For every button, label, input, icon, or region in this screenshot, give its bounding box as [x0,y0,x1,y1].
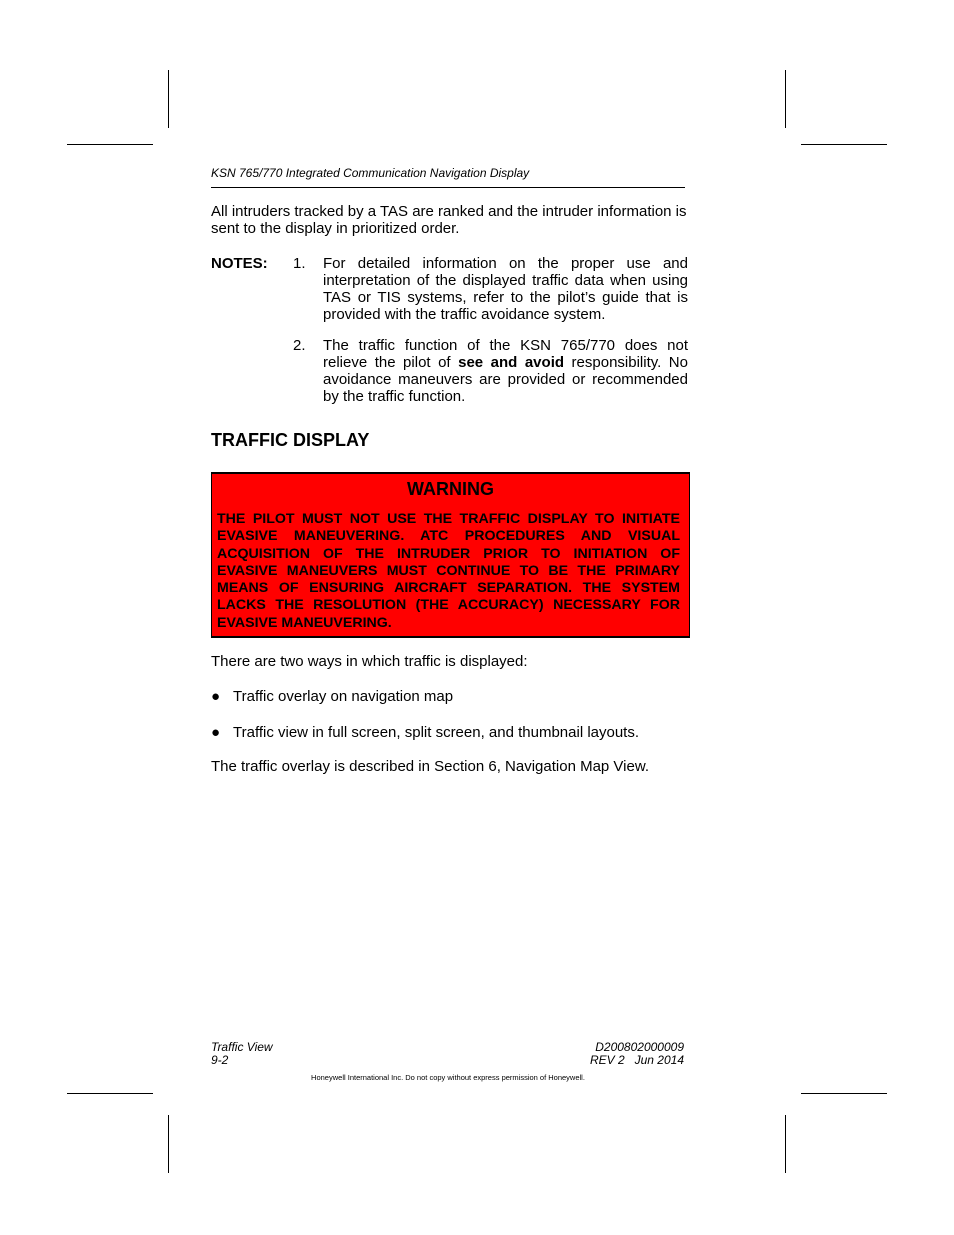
warning-title: WARNING [407,479,494,499]
crop-mark-top-left-vertical [168,70,169,128]
bullet-icon: ● [211,688,221,705]
bullet-text: Traffic overlay on navigation map [233,688,454,705]
footer-revision: REV 2 Jun 2014 [589,1053,684,1067]
crop-mark-top-left-horizontal [67,144,153,145]
warning-text: THE PILOT MUST NOT USE THE TRAFFIC DISPLAY TO INITIATE EVASIVE MANEUVERING. ATC PROCEDURES AND VISUAL ACQUISITION OF THE INTRUDER PRIOR TO INITIATION OF EVASIVE MANEUVERS MUST CONTINUE TO BE THE PRIMARY MEANS OF ENSURING AIRCRAFT SEPARATION. THE SYSTEM LACKS THE RESOLUTION (THE ACCURACY) NECESSARY FOR EVASIVE MANEUVERING. [217,511,680,631]
crop-mark-bottom-left-horizontal [67,1093,153,1094]
display-ways-intro: There are two ways in which traffic is displayed: [211,653,528,670]
notes-label: NOTES: [211,255,268,272]
note-1-text: For detailed information on the proper use and interpretation of the displayed traffic data when using TAS or TIS systems, refer to the pilot’s guide that is provided with the traffic avoidance system. [323,255,688,323]
copyright-notice: Honeywell International Inc. Do not copy without express permission of Honeywell. [311,1073,585,1082]
crop-mark-top-right-vertical [785,70,786,128]
bullet-text: Traffic view in full screen, split screen, and thumbnail layouts. [233,724,640,741]
see-and-avoid-emphasis: see and avoid [458,354,565,371]
note-2-text-end: responsibility. No avoidance maneuvers are provided or recommended by the traffic function. [323,354,688,405]
footer-right [530,1041,684,1067]
footer-doc-number: D200802000009 [595,1040,684,1054]
crop-mark-top-right-horizontal [801,144,887,145]
section-title: TRAFFIC DISPLAY [211,430,370,450]
crop-mark-bottom-right-horizontal [801,1093,887,1094]
crop-mark-bottom-left-vertical [168,1115,169,1173]
footer-section-name: Traffic View [211,1040,273,1054]
warning-box [211,472,690,638]
note-2-text [323,337,688,405]
crop-mark-bottom-right-vertical [785,1115,786,1173]
note-2-number: 2. [293,337,306,354]
note-2-text-start: The traffic function of the KSN 765/770 does not relieve the pilot of [323,337,688,371]
bullet-icon: ● [211,724,221,741]
note-1-number: 1. [293,255,306,272]
footer-page-number: 9-2 [211,1053,229,1067]
closing-paragraph: The traffic overlay is described in Section 6, Navigation Map View. [211,758,650,775]
bullet-item-traffic-view [211,724,639,741]
intro-paragraph: All intruders tracked by a TAS are ranked and the intruder information is sent to the display in prioritized order. [211,203,687,237]
bullet-item-overlay [211,688,453,705]
footer-left [211,1041,273,1067]
running-header: KSN 765/770 Integrated Communication Navigation Display [211,166,685,188]
